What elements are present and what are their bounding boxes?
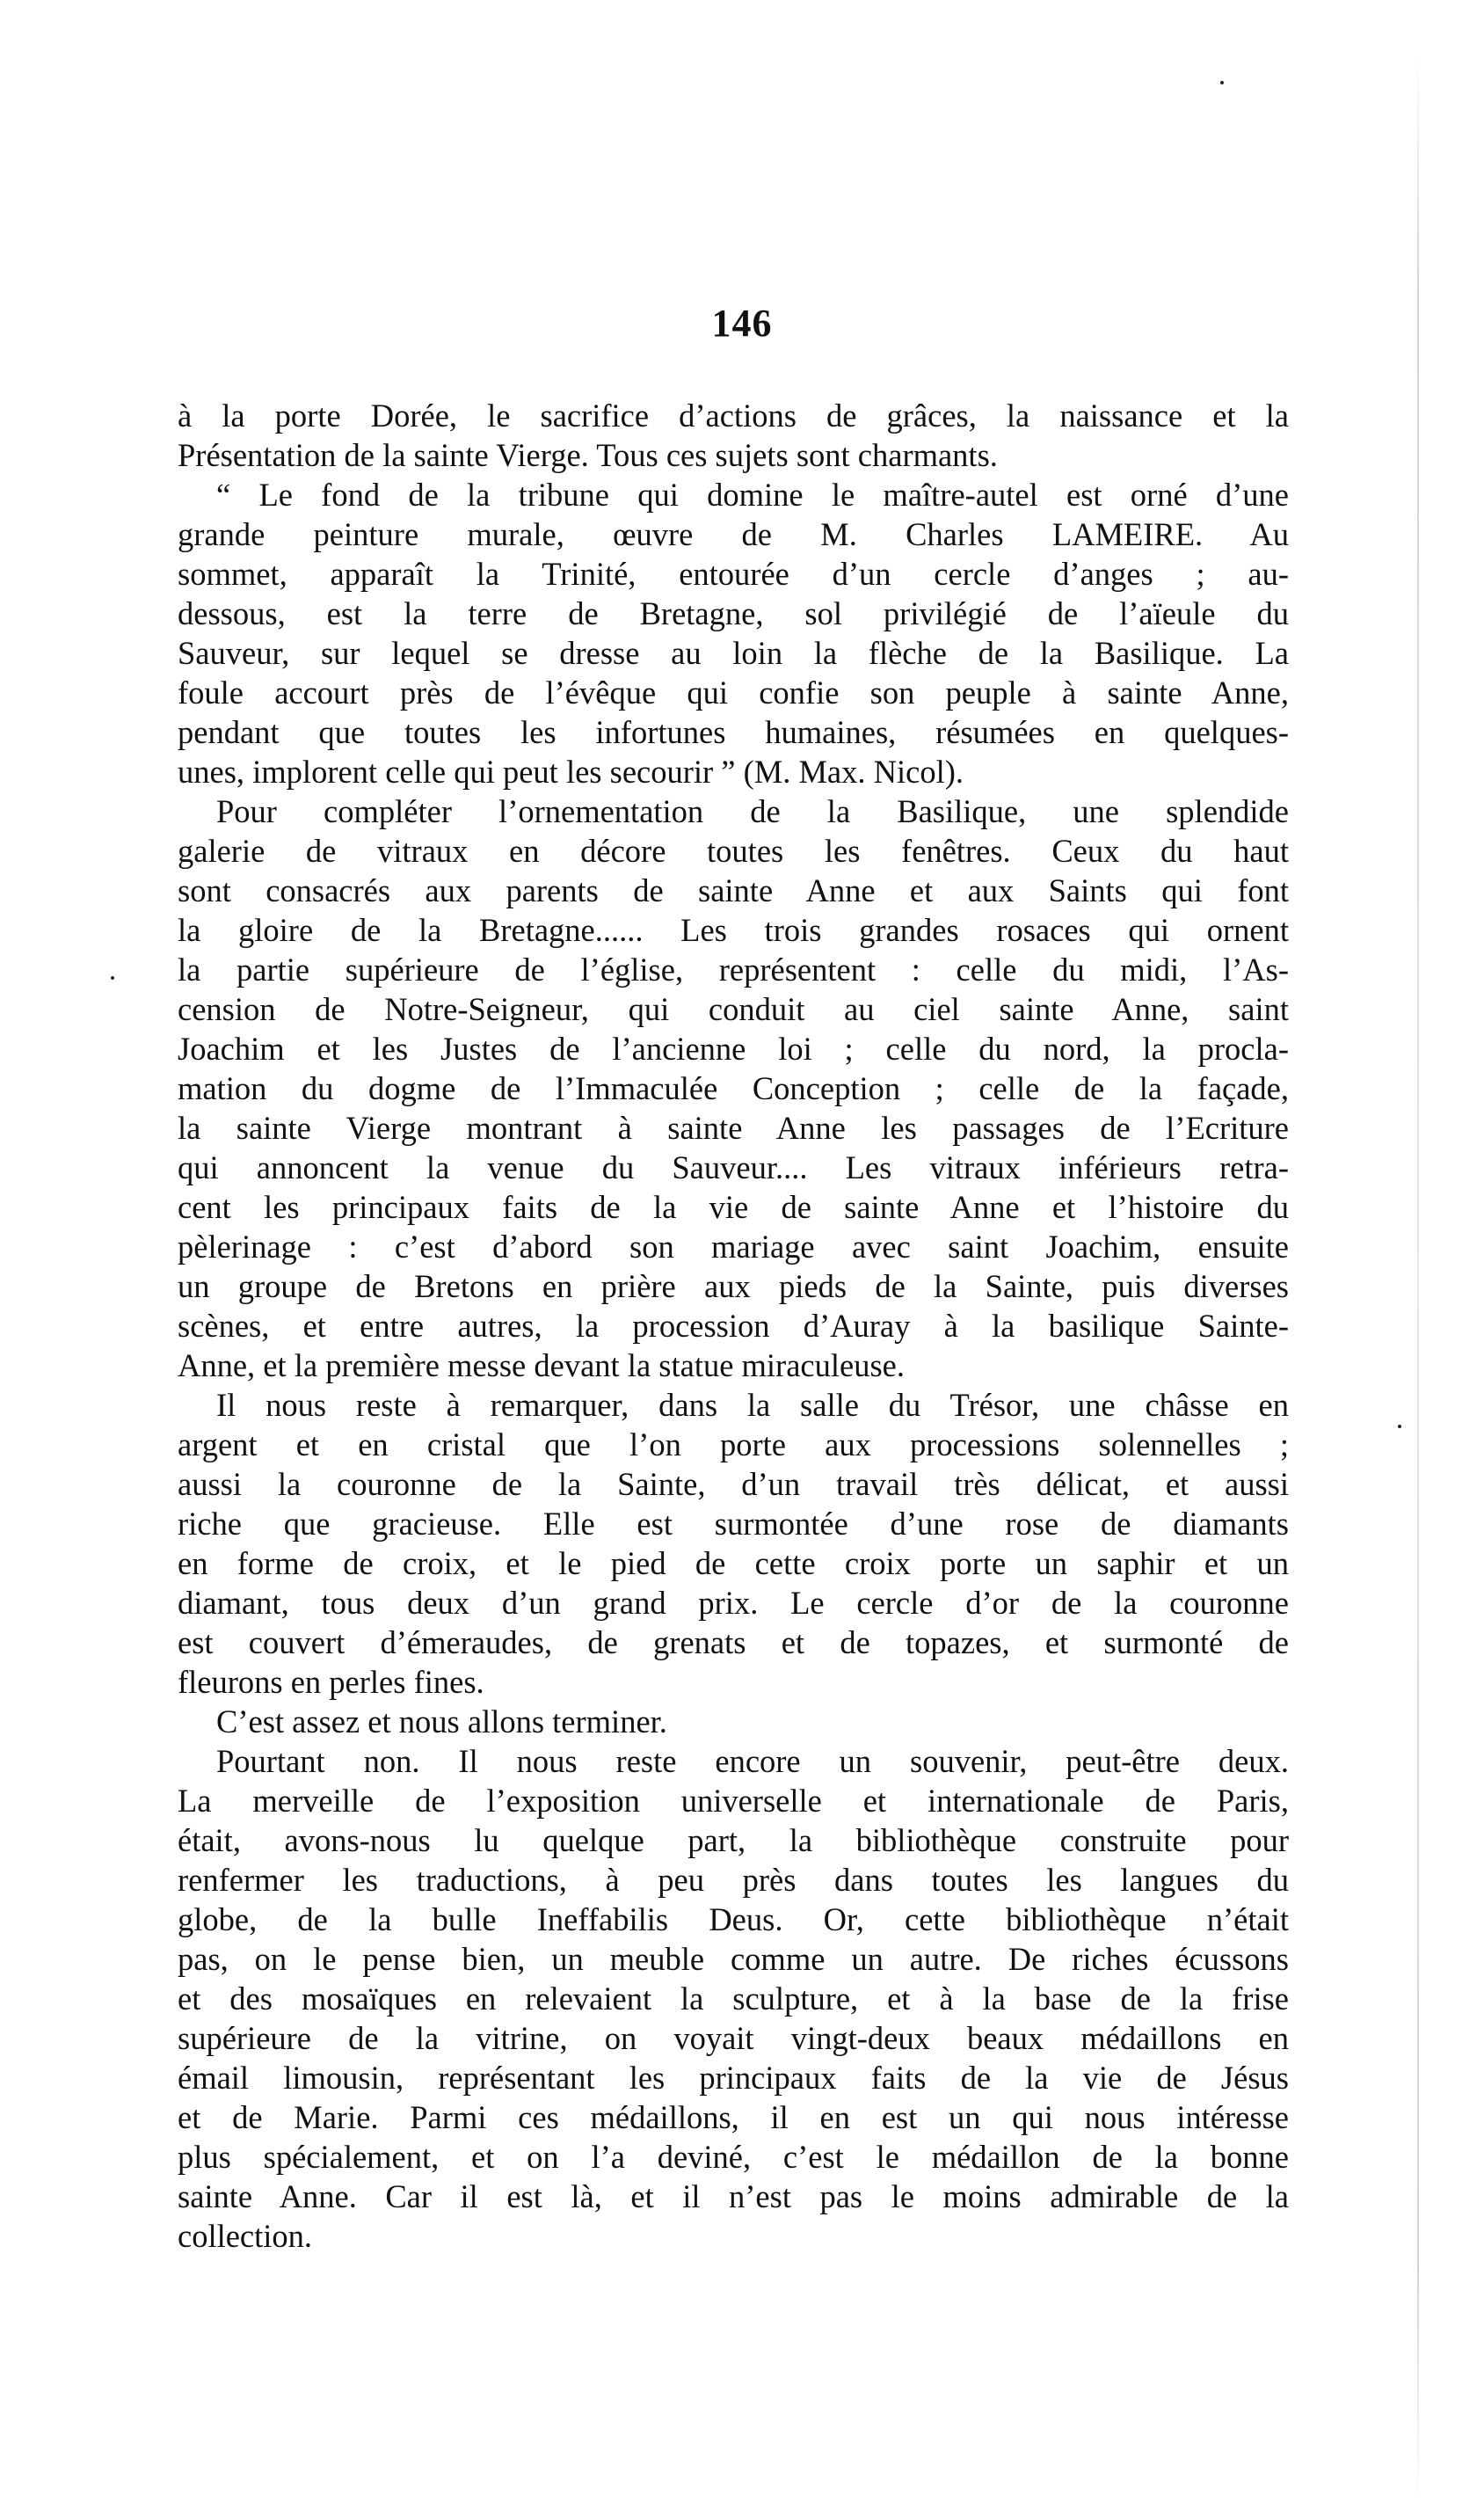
text-line: globe, de la bulle Ineffabilis Deus. Or, cette bibliothèque n’était [178, 1901, 1289, 1937]
text-line: pendant que toutes les infortunes humaines, résumées en quelques- [178, 714, 1289, 750]
text-line: était, avons-nous lu quelque part, la bibliothèque construite pour [178, 1822, 1289, 1858]
text-line: sommet, apparaît la Trinité, entourée d’un cercle d’anges ; au- [178, 556, 1289, 592]
text-line: un groupe de Bretons en prière aux pieds de la Sainte, puis diverses [178, 1268, 1289, 1304]
page-edge-shadow [1417, 53, 1419, 2506]
text-line: supérieure de la vitrine, on voyait vingt-deux beaux médaillons en [178, 2020, 1289, 2056]
text-line: collection. [178, 2218, 313, 2254]
text-line: renfermer les traductions, à peu près dans toutes les langues du [178, 1862, 1289, 1898]
text-line: la partie supérieure de l’église, représentent : celle du midi, l’As- [178, 952, 1289, 988]
text-line: Sauveur, sur lequel se dresse au loin la flèche de la Basilique. La [178, 635, 1289, 671]
text-line: diamant, tous deux d’un grand prix. Le cercle d’or de la couronne [178, 1585, 1289, 1621]
body-text [178, 396, 1289, 2256]
text-line: unes, implorent celle qui peut les secourir ” (M. Max. Nicol). [178, 754, 964, 790]
text-line: scènes, et entre autres, la procession d’Auray à la basilique Sainte- [178, 1308, 1289, 1344]
text-line: la sainte Vierge montrant à sainte Anne les passages de l’Ecriture [178, 1110, 1289, 1146]
text-line: émail limousin, représentant les principaux faits de la vie de Jésus [178, 2060, 1289, 2096]
text-line: plus spécialement, et on l’a deviné, c’est le médaillon de la bonne [178, 2139, 1289, 2175]
text-line: sainte Anne. Car il est là, et il n’est pas le moins admirable de la [178, 2178, 1289, 2214]
text-line: en forme de croix, et le pied de cette croix porte un saphir et un [178, 1545, 1289, 1581]
text-line: à la porte Dorée, le sacrifice d’actions de grâces, la naissance et la [178, 398, 1289, 434]
text-line: riche que gracieuse. Elle est surmontée d’une rose de diamants [178, 1506, 1289, 1542]
text-line: Pourtant non. Il nous reste encore un souvenir, peut-être deux. [216, 1743, 1289, 1779]
text-line: Joachim et les Justes de l’ancienne loi ; celle du nord, la procla- [178, 1031, 1289, 1067]
text-line: mation du dogme de l’Immaculée Conception ; celle de la façade, [178, 1070, 1289, 1106]
text-line: Anne, et la première messe devant la statue miraculeuse. [178, 1347, 905, 1383]
text-line: C’est assez et nous allons terminer. [216, 1703, 667, 1740]
text-line: aussi la couronne de la Sainte, d’un travail très délicat, et aussi [178, 1466, 1289, 1502]
text-line: Présentation de la sainte Vierge. Tous ces sujets sont charmants. [178, 437, 998, 473]
text-line: la gloire de la Bretagne...... Les trois grandes rosaces qui ornent [178, 912, 1289, 948]
text-line: grande peinture murale, œuvre de M. Charles LAMEIRE. Au [178, 516, 1289, 552]
text-line: et des mosaïques en relevaient la sculpture, et à la base de la frise [178, 1980, 1289, 2017]
text-line: Il nous reste à remarquer, dans la salle du Trésor, une châsse en [216, 1387, 1289, 1423]
text-line: dessous, est la terre de Bretagne, sol privilégié de l’aïeule du [178, 595, 1289, 631]
text-line: cent les principaux faits de la vie de sainte Anne et l’histoire du [178, 1189, 1289, 1225]
text-line: galerie de vitraux en décore toutes les fenêtres. Ceux du haut [178, 833, 1289, 869]
text-line: cension de Notre-Seigneur, qui conduit au ciel sainte Anne, saint [178, 991, 1289, 1027]
text-line: fleurons en perles fines. [178, 1664, 484, 1700]
text-line: “ Le fond de la tribune qui domine le maître-autel est orné d’une [216, 477, 1289, 513]
text-line: Pour compléter l’ornementation de la Basilique, une splendide [216, 793, 1289, 829]
scan-speck [111, 976, 114, 980]
text-line: est couvert d’émeraudes, de grenats et de topazes, et surmonté de [178, 1624, 1289, 1660]
text-line: pèlerinage : c’est d’abord son mariage avec saint Joachim, ensuite [178, 1229, 1289, 1265]
text-line: argent et en cristal que l’on porte aux processions solennelles ; [178, 1426, 1289, 1462]
text-line: foule accourt près de l’évêque qui confie son peuple à sainte Anne, [178, 675, 1289, 711]
scan-speck [1220, 81, 1224, 84]
text-line: sont consacrés aux parents de sainte Anne et aux Saints qui font [178, 872, 1289, 908]
page-number: 146 [711, 302, 773, 345]
text-line: qui annoncent la venue du Sauveur.... Les vitraux inférieurs retra- [178, 1149, 1289, 1185]
text-line: pas, on le pense bien, un meuble comme un autre. De riches écussons [178, 1941, 1289, 1977]
scan-speck [1398, 1425, 1401, 1428]
text-line: et de Marie. Parmi ces médaillons, il en est un qui nous intéresse [178, 2099, 1289, 2135]
text-line: La merveille de l’exposition universelle et internationale de Paris, [178, 1783, 1289, 1819]
